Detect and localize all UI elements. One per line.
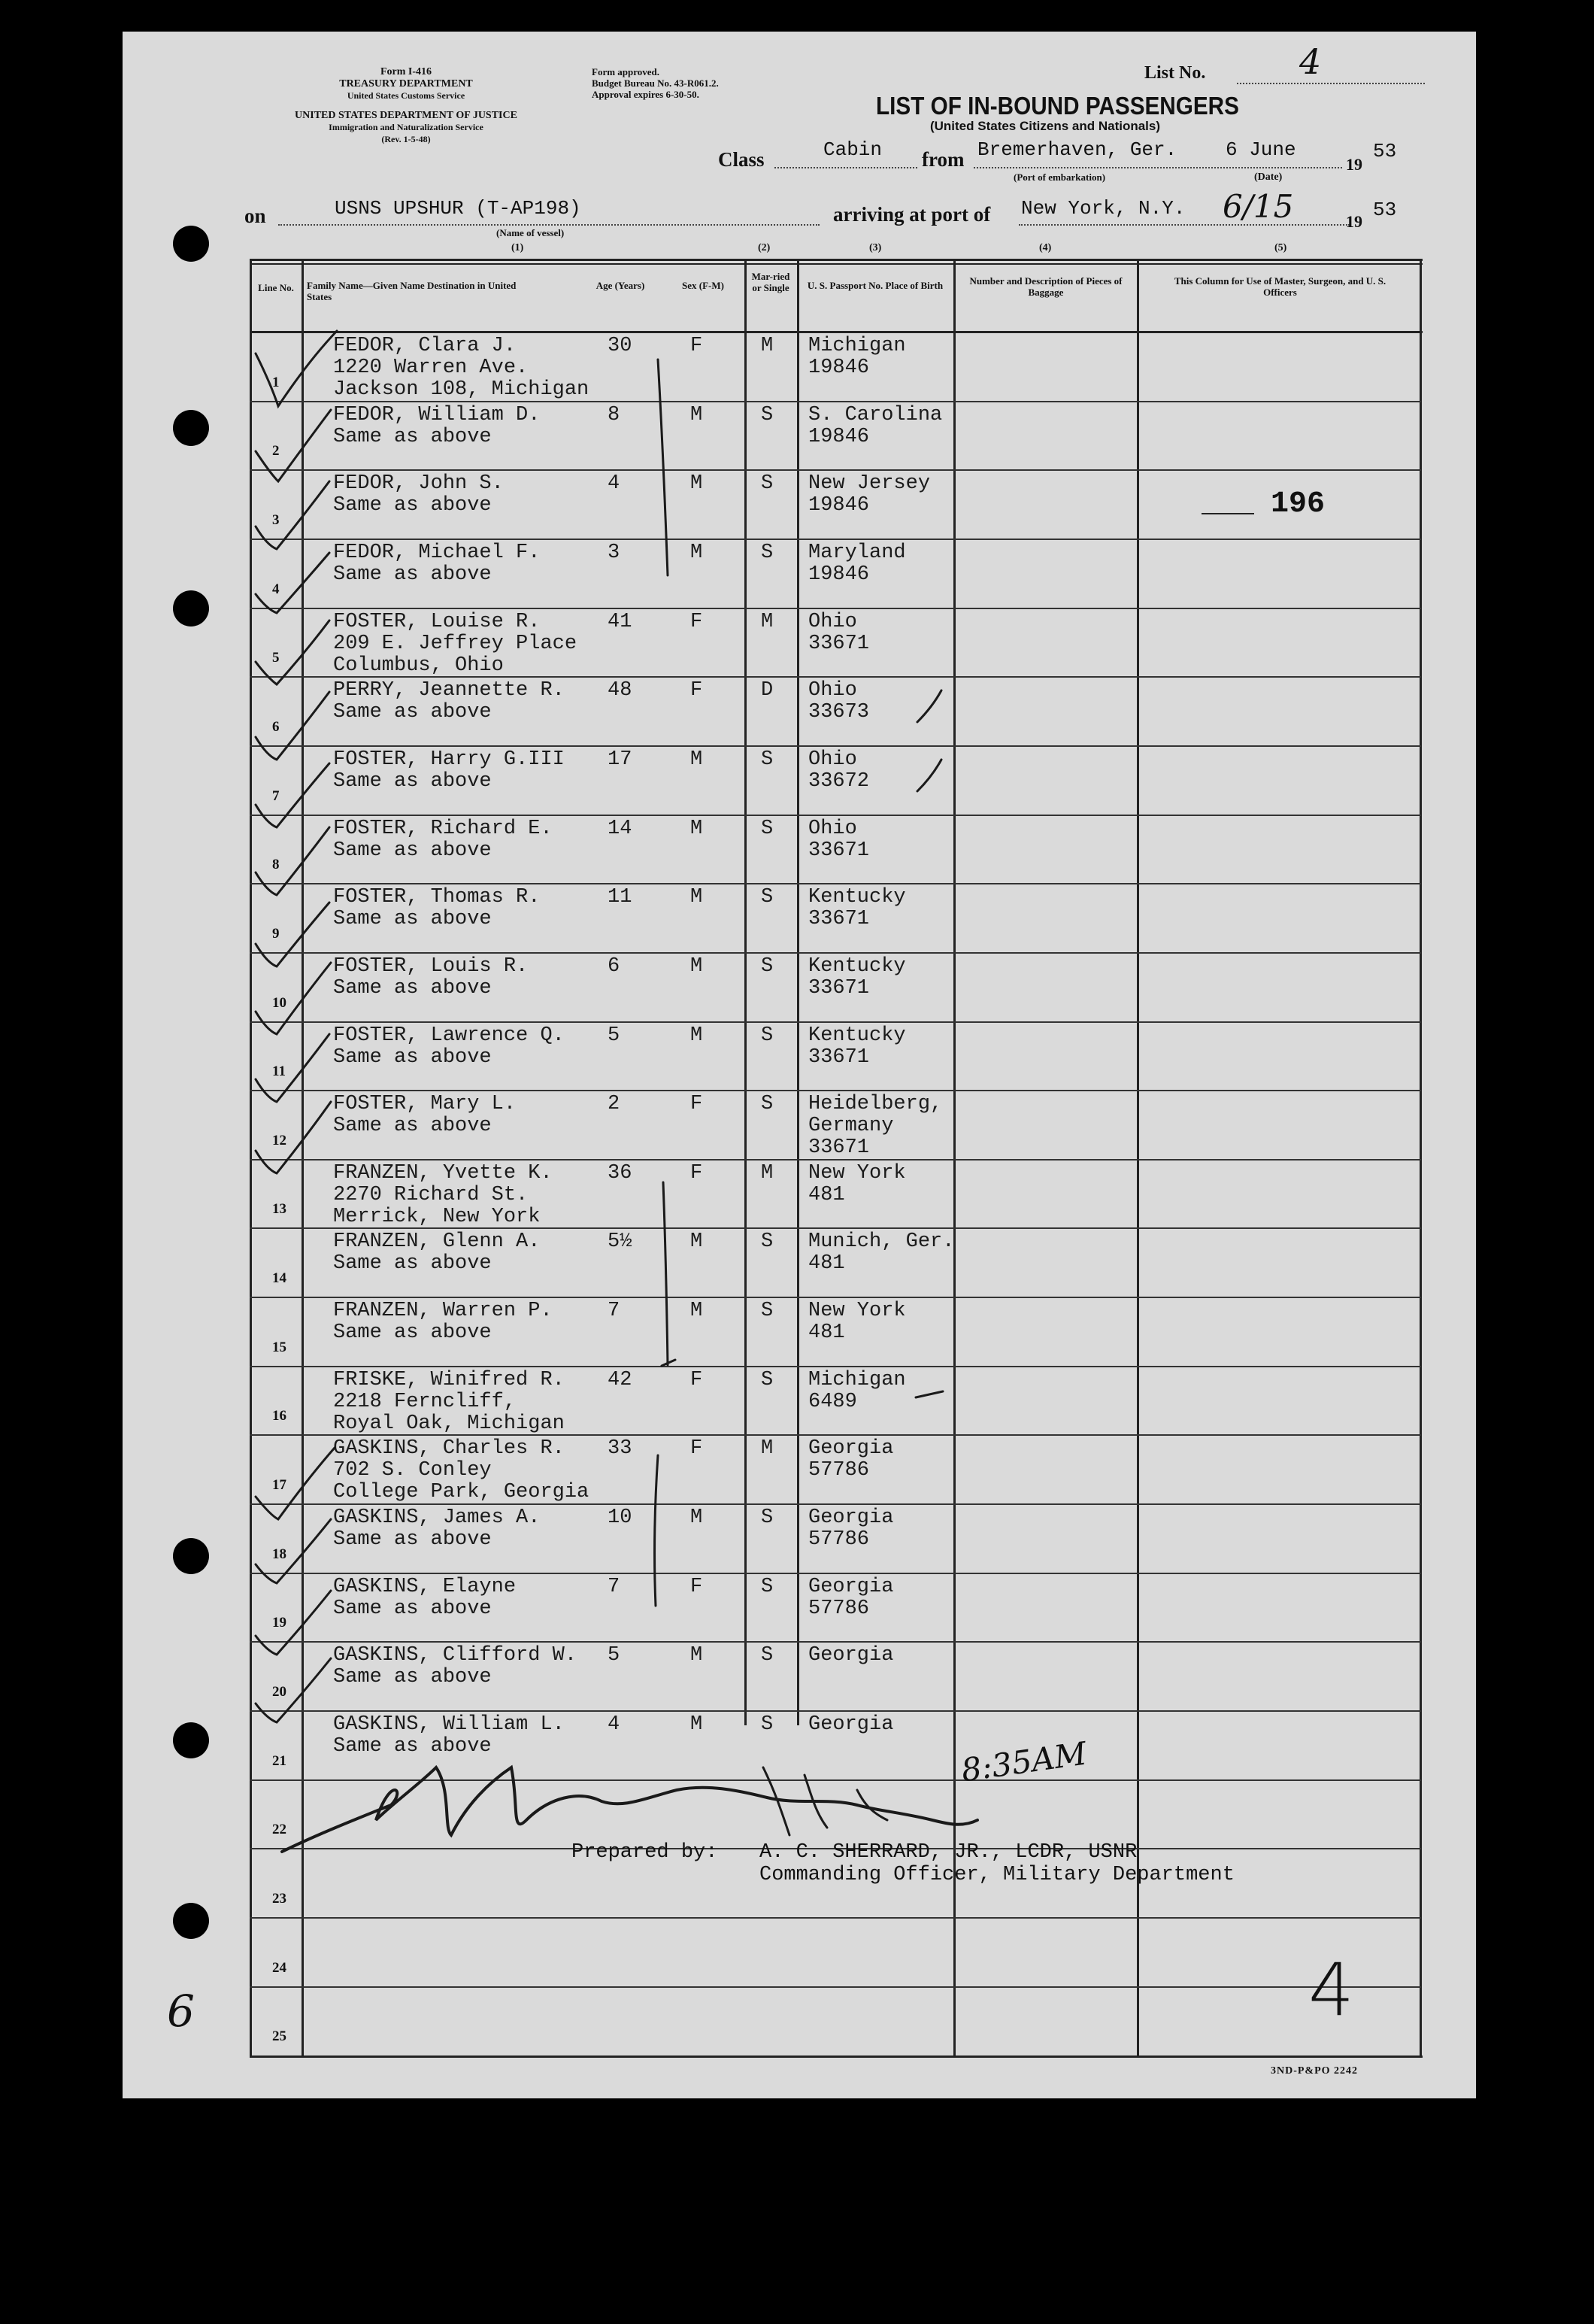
marital-status: S [761, 1575, 774, 1598]
passenger-sex: M [690, 403, 703, 426]
line-number: 23 [272, 1890, 286, 1907]
check-mark [256, 692, 329, 760]
passenger-age: 30 [608, 335, 632, 357]
passenger-age: 41 [608, 610, 632, 633]
passenger-sex: M [690, 472, 703, 496]
line-number: 2 [272, 443, 280, 460]
passenger-age: 10 [608, 1506, 632, 1530]
passenger-sex: F [690, 1437, 703, 1461]
col-number: (1) [511, 242, 524, 253]
passenger-sex: F [690, 1161, 703, 1185]
col-number: (4) [1039, 242, 1052, 253]
place-of-birth: Maryland [808, 541, 906, 564]
header-name: Family Name—Given Name Destination in United States [307, 280, 517, 302]
signature-time: 8:35AM [959, 1734, 1089, 1789]
signature-ink [282, 1767, 977, 1852]
date-caption: (Date) [1254, 171, 1283, 183]
line-number: 16 [272, 1408, 286, 1424]
check-mark [256, 903, 329, 966]
place-of-birth: Germany [808, 1115, 894, 1138]
passport-number: 33673 [808, 701, 870, 724]
passport-number: 481 [808, 1252, 845, 1276]
passenger-name: GASKINS, Charles R. [333, 1437, 565, 1461]
col-number: (5) [1274, 242, 1287, 253]
passenger-destination: Same as above [333, 769, 492, 793]
bottom-hand-number: 4 [1308, 1948, 1355, 2032]
bracket-mark [658, 360, 668, 575]
place-of-birth: Kentucky [808, 886, 906, 909]
place-of-birth: Michigan [808, 1368, 906, 1391]
passport-number: 19846 [808, 356, 870, 379]
passenger-age: 5 [608, 1644, 620, 1667]
arrival-port-value: New York, N.Y. [1021, 197, 1186, 220]
class-label: Class [718, 148, 765, 171]
passenger-age: 48 [608, 679, 632, 702]
arrival-year-value: 53 [1373, 199, 1397, 221]
place-of-birth: Georgia [808, 1437, 894, 1461]
passenger-sex: M [690, 748, 703, 771]
line-number: 18 [272, 1546, 286, 1562]
justice-dept: UNITED STATES DEPARTMENT OF JUSTICE [295, 110, 517, 121]
passenger-age: 17 [608, 748, 632, 771]
passport-number: 481 [808, 1183, 845, 1206]
place-of-birth: New York [808, 1300, 906, 1323]
passenger-destination: Same as above [333, 839, 492, 862]
marital-status: M [761, 610, 774, 633]
line-number: 19 [272, 1615, 286, 1631]
passenger-sex: M [690, 1024, 703, 1047]
arrival-year-prefix: 19 [1346, 212, 1362, 231]
passenger-name: FOSTER, Louise R. [333, 610, 541, 633]
line-number: 25 [272, 2028, 286, 2045]
marital-status: M [761, 335, 774, 357]
passenger-name: FRANZEN, Warren P. [333, 1300, 553, 1323]
passport-number: 57786 [808, 1459, 870, 1482]
ins-service: Immigration and Naturalization Service [329, 122, 483, 132]
passenger-sex: F [690, 335, 703, 357]
bracket-mark [663, 1182, 668, 1365]
line-number: 22 [272, 1822, 286, 1838]
line-number: 4 [272, 581, 280, 597]
margin-hand-number: 6 [167, 1986, 195, 2037]
place-of-birth: S. Carolina [808, 403, 943, 426]
line-number: 5 [272, 650, 280, 666]
header-sex: Sex (F-M) [682, 280, 724, 291]
passenger-age: 33 [608, 1437, 632, 1461]
passenger-age: 7 [608, 1575, 620, 1598]
embark-year-value: 53 [1373, 140, 1397, 162]
passenger-destination: Same as above [333, 701, 492, 724]
passenger-destination: 2270 Richard St. [333, 1183, 529, 1206]
check-mark [256, 481, 329, 549]
line-number: 24 [272, 1959, 286, 1976]
check-mark [256, 1519, 331, 1583]
line-number: 7 [272, 787, 280, 804]
check-mark [256, 553, 329, 613]
passenger-destination: Same as above [333, 1252, 492, 1276]
passenger-age: 6 [608, 954, 620, 978]
line-number: 11 [272, 1063, 286, 1080]
check-mark [256, 620, 329, 684]
passenger-name: FOSTER, Louis R. [333, 954, 529, 978]
passenger-sex: F [690, 610, 703, 633]
approval-line: Form approved. [592, 66, 660, 77]
passenger-age: 11 [608, 886, 632, 909]
passenger-sex: M [690, 1713, 703, 1736]
passenger-name: FRANZEN, Yvette K. [333, 1161, 553, 1185]
approval-line: Approval expires 6-30-50. [592, 89, 699, 100]
passenger-sex: M [690, 954, 703, 978]
passenger-destination: Same as above [333, 1115, 492, 1138]
marital-status: S [761, 1506, 774, 1530]
passport-number: 33671 [808, 908, 870, 931]
passenger-age: 5 [608, 1024, 620, 1047]
check-mark [917, 760, 941, 791]
bracket-mark [655, 1455, 658, 1606]
prepared-by-label: Prepared by: [571, 1841, 718, 1864]
place-of-birth: New York [808, 1161, 906, 1185]
passenger-name: FEDOR, William D. [333, 403, 541, 426]
line-number: 13 [272, 1201, 286, 1218]
passenger-sex: M [690, 541, 703, 564]
passenger-name: FRISKE, Winifred R. [333, 1368, 565, 1391]
line-number: 12 [272, 1132, 286, 1148]
customs-service: United States Customs Service [347, 90, 465, 101]
from-label: from [922, 148, 965, 171]
passenger-name: PERRY, Jeannette R. [333, 679, 565, 702]
passenger-sex: M [690, 1230, 703, 1254]
prepared-by-name: A. C. SHERRARD, JR., LCDR, USNR [759, 1841, 1138, 1864]
line-number: 20 [272, 1684, 286, 1700]
col-number: (3) [869, 242, 882, 253]
check-mark [256, 1034, 329, 1102]
marital-status: S [761, 1024, 774, 1047]
check-mark [256, 1591, 331, 1655]
passenger-destination: Royal Oak, Michigan [333, 1412, 565, 1435]
dash-mark [916, 1391, 943, 1397]
marital-status: S [761, 954, 774, 978]
check-mark [917, 690, 941, 722]
passenger-destination: Same as above [333, 494, 492, 517]
marital-status: S [761, 403, 774, 426]
approval-line: Budget Bureau No. 43-R061.2. [592, 77, 719, 89]
passport-number: 19846 [808, 425, 870, 448]
passport-number: 33671 [808, 632, 870, 655]
passenger-age: 42 [608, 1368, 632, 1391]
passenger-age: 5½ [608, 1230, 632, 1254]
passenger-sex: M [690, 1644, 703, 1667]
line-number: 1 [272, 374, 280, 390]
marital-status: S [761, 472, 774, 496]
passenger-age: 4 [608, 1713, 620, 1736]
line-number: 6 [272, 718, 280, 735]
marital-status: S [761, 817, 774, 840]
passport-number: 33671 [808, 1045, 870, 1069]
marital-status: S [761, 1713, 774, 1736]
passenger-destination: Columbus, Ohio [333, 654, 504, 677]
revision: (Rev. 1-5-48) [381, 134, 431, 144]
passenger-name: FEDOR, Clara J. [333, 335, 517, 357]
header-baggage: Number and Description of Pieces of Baggage [969, 275, 1123, 298]
passenger-age: 2 [608, 1093, 620, 1116]
passenger-name: GASKINS, William L. [333, 1713, 565, 1736]
marital-status: S [761, 1644, 774, 1667]
place-of-birth: New Jersey [808, 472, 931, 496]
place-of-birth: Heidelberg, [808, 1093, 943, 1116]
passenger-destination: Same as above [333, 1735, 492, 1758]
passenger-age: 4 [608, 472, 620, 496]
check-mark [256, 1102, 331, 1173]
passenger-destination: Same as above [333, 976, 492, 1000]
passenger-sex: M [690, 1300, 703, 1323]
passenger-age: 3 [608, 541, 620, 564]
form-number: Form I-416 [380, 66, 432, 77]
place-of-birth: Ohio [808, 610, 857, 633]
passenger-sex: M [690, 817, 703, 840]
passenger-destination: Merrick, New York [333, 1205, 541, 1228]
embark-date-value: 6 June [1226, 138, 1296, 161]
line-number: 10 [272, 994, 286, 1011]
passport-number: 33672 [808, 769, 870, 793]
passport-number: 57786 [808, 1597, 870, 1620]
treasury-dept: TREASURY DEPARTMENT [339, 78, 473, 90]
passenger-destination: Same as above [333, 563, 492, 586]
passenger-destination: 209 E. Jeffrey Place [333, 632, 577, 655]
list-no-label: List No. [1144, 63, 1206, 83]
passport-number: 33671 [808, 839, 870, 862]
passenger-destination: Same as above [333, 1597, 492, 1620]
marital-status: S [761, 541, 774, 564]
marital-status: S [761, 748, 774, 771]
place-of-birth: Kentucky [808, 954, 906, 978]
passenger-name: FOSTER, Lawrence Q. [333, 1024, 565, 1047]
marital-status: M [761, 1161, 774, 1185]
passenger-destination: Same as above [333, 1321, 492, 1345]
passenger-destination: 2218 Ferncliff, [333, 1390, 517, 1413]
passenger-name: FOSTER, Harry G.III [333, 748, 565, 771]
passenger-destination: Same as above [333, 1528, 492, 1552]
check-mark [256, 410, 331, 481]
passport-number: 6489 [808, 1390, 857, 1413]
list-no-value: 4 [1299, 41, 1322, 82]
passenger-age: 14 [608, 817, 632, 840]
marital-status: M [761, 1437, 774, 1461]
passport-number: 33671 [808, 976, 870, 1000]
check-mark [256, 1448, 335, 1519]
place-of-birth: Munich, Ger. [808, 1230, 955, 1254]
line-number: 14 [272, 1270, 286, 1287]
passenger-name: GASKINS, Clifford W. [333, 1644, 577, 1667]
passenger-destination: 702 S. Conley [333, 1459, 492, 1482]
check-mark [256, 763, 329, 827]
passenger-name: FRANZEN, Glenn A. [333, 1230, 541, 1254]
passenger-sex: M [690, 886, 703, 909]
passenger-age: 36 [608, 1161, 632, 1185]
passenger-destination: Same as above [333, 1666, 492, 1689]
vessel-caption: (Name of vessel) [496, 227, 565, 238]
check-mark [256, 1658, 331, 1722]
port-embark-caption: (Port of embarkation) [1014, 171, 1106, 183]
passport-number: 57786 [808, 1528, 870, 1552]
passenger-sex: F [690, 679, 703, 702]
passenger-age: 8 [608, 403, 620, 426]
check-mark [256, 963, 331, 1034]
year-prefix: 19 [1346, 155, 1362, 174]
line-number: 8 [272, 857, 280, 873]
arrival-date-handwritten: 6/15 [1223, 188, 1294, 225]
form-subtitle: (United States Citizens and Nationals) [929, 119, 1161, 133]
passenger-sex: F [690, 1575, 703, 1598]
check-mark [256, 331, 337, 406]
passenger-name: FEDOR, John S. [333, 472, 504, 496]
header-married: Mar-ried or Single [751, 271, 790, 293]
from-port-value: Bremerhaven, Ger. [977, 138, 1177, 161]
marital-status: S [761, 1093, 774, 1116]
passenger-age: 7 [608, 1300, 620, 1323]
vessel-value: USNS UPSHUR (T-AP198) [335, 197, 581, 220]
passenger-name: FOSTER, Thomas R. [333, 886, 541, 909]
line-number: 3 [272, 511, 280, 528]
passenger-destination: Jackson 108, Michigan [333, 378, 589, 401]
marital-status: S [761, 1368, 774, 1391]
marital-status: D [761, 679, 774, 702]
form-title: LIST OF IN-BOUND PASSENGERS [876, 92, 1239, 120]
line-number: 15 [272, 1339, 286, 1355]
header-line-no: Line No. [258, 282, 294, 293]
passport-number: 19846 [808, 563, 870, 586]
passenger-name: FOSTER, Mary L. [333, 1093, 517, 1116]
place-of-birth: Ohio [808, 748, 857, 771]
place-of-birth: Kentucky [808, 1024, 906, 1047]
passport-number: 33671 [808, 1136, 870, 1160]
printer-code: 3ND-P&PO 2242 [1271, 2065, 1359, 2077]
col-number: (2) [758, 242, 771, 253]
passport-number: 481 [808, 1321, 845, 1345]
passenger-destination: Same as above [333, 425, 492, 448]
passenger-sex: F [690, 1093, 703, 1116]
class-value: Cabin [823, 138, 883, 161]
passenger-destination: Same as above [333, 908, 492, 931]
passenger-name: GASKINS, Elayne [333, 1575, 517, 1598]
on-label: on [244, 205, 266, 227]
passenger-name: GASKINS, James A. [333, 1506, 541, 1530]
marital-status: S [761, 1300, 774, 1323]
place-of-birth: Georgia [808, 1644, 894, 1667]
line-number: 9 [272, 925, 280, 942]
passenger-name: FOSTER, Richard E. [333, 817, 553, 840]
marital-status: S [761, 1230, 774, 1254]
place-of-birth: Georgia [808, 1506, 894, 1530]
arriving-label: arriving at port of [833, 203, 991, 226]
check-mark [256, 827, 329, 895]
prepared-by-title: Commanding Officer, Military Department [759, 1864, 1235, 1886]
passenger-sex: M [690, 1506, 703, 1530]
passenger-destination: College Park, Georgia [333, 1481, 589, 1504]
marital-status: S [761, 886, 774, 909]
header-officers: This Column for Use of Master, Surgeon, and U. S. Officers [1174, 275, 1386, 298]
passenger-destination: 1220 Warren Ave. [333, 356, 529, 379]
passenger-destination: Same as above [333, 1045, 492, 1069]
header-passport: U. S. Passport No. Place of Birth [807, 280, 944, 291]
place-of-birth: Georgia [808, 1575, 894, 1598]
officer-note-count: 196 [1271, 487, 1326, 521]
passport-number: 19846 [808, 494, 870, 517]
place-of-birth: Ohio [808, 679, 857, 702]
passenger-name: FEDOR, Michael F. [333, 541, 541, 564]
line-number: 17 [272, 1477, 286, 1494]
passenger-sex: F [690, 1368, 703, 1391]
line-number: 21 [272, 1752, 286, 1769]
place-of-birth: Michigan [808, 335, 906, 357]
header-age: Age (Years) [595, 280, 645, 291]
place-of-birth: Georgia [808, 1713, 894, 1736]
place-of-birth: Ohio [808, 817, 857, 840]
